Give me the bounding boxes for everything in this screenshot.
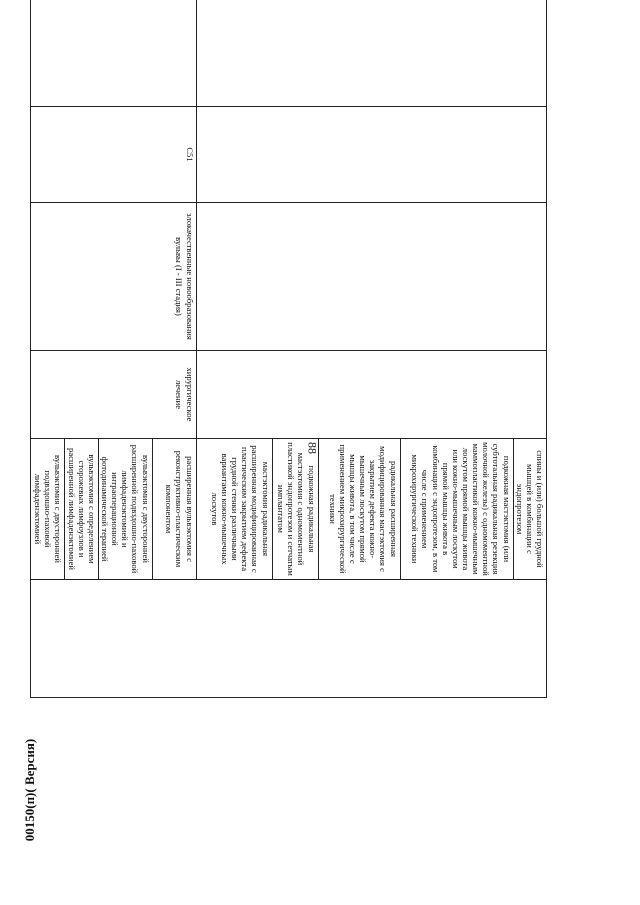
method-cell: расширенная вульвэктомия с реконструктивно-пластическим компонентом [152, 439, 196, 580]
method-cell: подкожная радикальная мастэктомия с одномоментной пластикой эндопротезом и сетчатым имплантатом [272, 439, 318, 580]
table-cell-empty [196, 203, 546, 351]
table-cell-empty [31, 0, 196, 107]
icd-code-cell: C51 [31, 107, 196, 203]
method-cell: радикальная расширенная модифицированная мастэктомия с закрытием дефекта кожно-мышечным лоскутом прямой мышцы живота, в том числе с применением микрохирургической техники [318, 439, 400, 580]
table-cell-empty [196, 0, 546, 107]
table-cell-empty [31, 580, 547, 698]
table-cell-empty [196, 351, 546, 439]
document-code: 00150(п)( Версия) [22, 738, 37, 842]
treatment-table [32, 0, 547, 697]
method-cell: мастэктомия радикальная расширенная модифицированная с пластическим закрытием дефекта грудной стенки различными вариантами кожно-мышечных лоскутов [196, 439, 272, 580]
method-cell: вульвэктомия с двусторонней подвздошно-паховой лимфаденэктомией [31, 439, 64, 580]
method-cell: вульвэктомия с двусторонней расширенной подвздошно-паховой лимфаденэктомией и интраоперационной фотодинамической терапией [98, 439, 152, 580]
treatment-cell: хирургическое лечение [31, 351, 196, 439]
method-cell: вульвэктомия с определением сторожевых лимфоузлов и расширенной лимфаденэктомией [64, 439, 98, 580]
method-cell: подкожная мастэктомия (или субтотальная радикальная резекция молочной железы) с одномоментной маммопластикой кожно-мышечным лоскутом прямой мышцы живота или кожно-мышечным лоскутом прямой мышцы живота в комбинации с эндопротезом, в том числе с применением микрохирургической техники [400, 439, 513, 580]
table-cell-empty [196, 107, 546, 203]
disease-cell: злокачественные новообразования вульвы (I - III стадия) [31, 203, 196, 351]
page-number: 88 [305, 442, 320, 454]
method-cell: спины и (или) большой грудной мышцей в комбинации с эндопротезом [513, 439, 546, 580]
